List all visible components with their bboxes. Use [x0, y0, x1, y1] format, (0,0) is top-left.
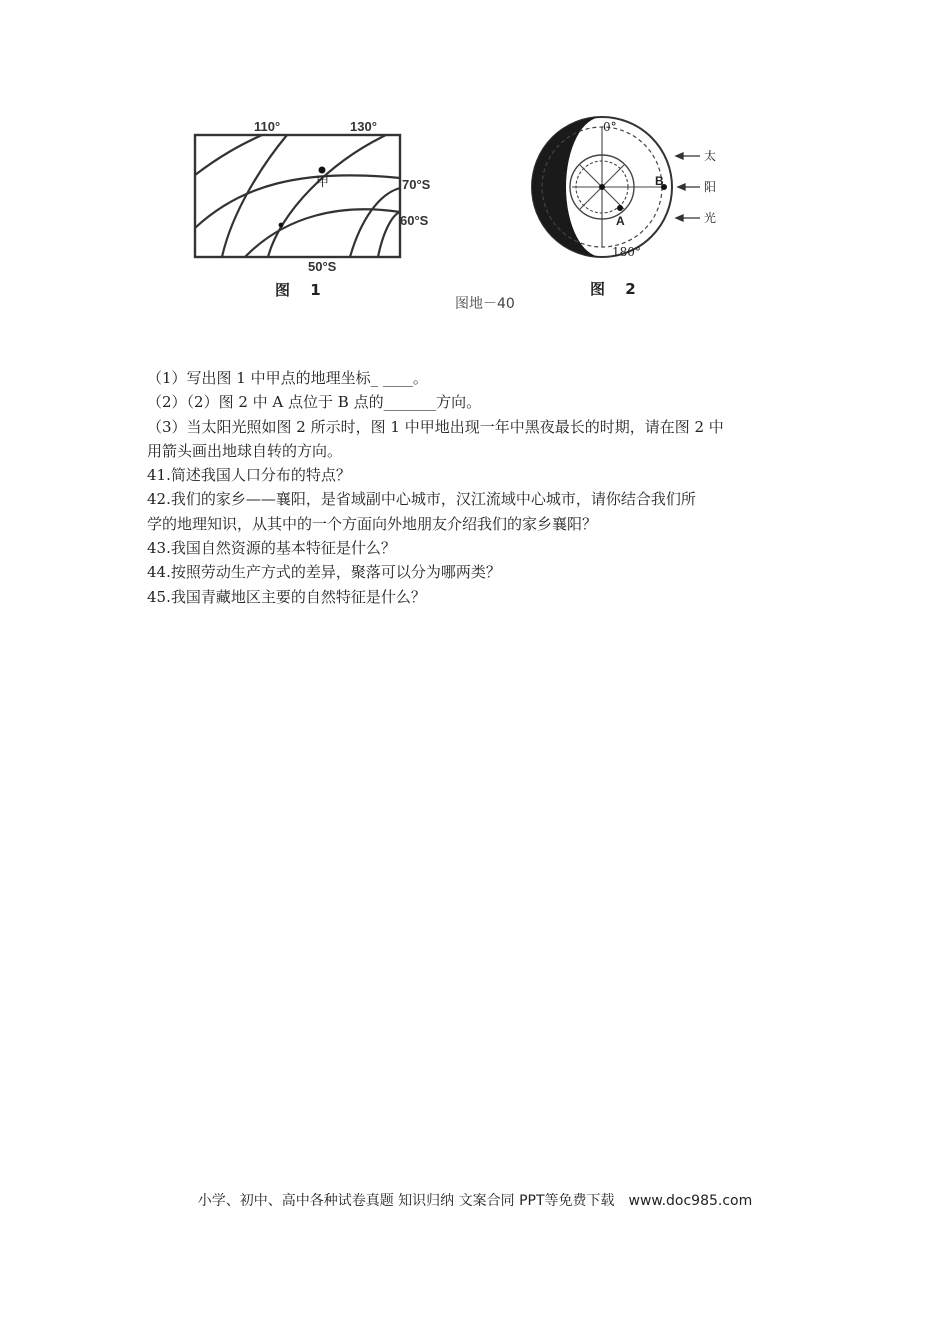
question-line: （1）写出图 1 中甲点的地理坐标_ ____。 — [147, 369, 428, 387]
question-list — [147, 366, 807, 609]
question-line: 45.我国青藏地区主要的自然特征是什么？ — [147, 587, 426, 606]
lat-label-50s: 50°S — [308, 259, 337, 274]
meridian-180-label: 180° — [612, 245, 641, 259]
sun-label-guang: 光 — [704, 211, 717, 225]
question-line: （3）当太阳光照如图 2 所示时，图 1 中甲地出现一年中黑夜最长的时期，请在图 2 中 — [147, 417, 724, 436]
question-line: 44.按照劳动生产方式的差异，聚落可以分为哪两类？ — [147, 563, 501, 582]
point-a-label: A — [616, 214, 625, 228]
sunlight-arrows — [676, 153, 700, 221]
point-jia-label: 甲 — [316, 175, 330, 190]
question-line: 学的地理知识，从其中的一个方面向外地朋友介绍我们的家乡襄阳？ — [147, 514, 598, 533]
sun-label-tai: 太 — [704, 149, 717, 163]
grid-marker — [279, 223, 284, 228]
lon-label-110: 110° — [254, 119, 281, 134]
figure-2-globe — [532, 117, 672, 257]
lon-label-130: 130° — [350, 119, 377, 134]
point-b-label: B — [655, 174, 664, 188]
lat-label-60s: 60°S — [400, 213, 429, 228]
page-footer: 小学、初中、高中各种试卷真题 知识归纳 文案合同 PPT等免费下载 www.doc985.com — [197, 1193, 753, 1209]
figure-2-caption: 图 2 — [590, 280, 636, 298]
meridian-0-label: 0° — [603, 120, 617, 134]
question-line: 43.我国自然资源的基本特征是什么？ — [147, 539, 396, 558]
figure-area — [0, 0, 950, 330]
point-a-marker — [617, 205, 623, 211]
sun-label-yang: 阳 — [704, 180, 717, 194]
figure-1-grid-map — [195, 135, 400, 257]
question-line: 42.我们的家乡——襄阳，是省域副中心城市，汉江流域中心城市，请你结合我们所 — [147, 490, 696, 509]
question-line: 41.简述我国人口分布的特点？ — [147, 466, 351, 485]
question-line: （2）（2）图 2 中 A 点位于 B 点的_______方向。 — [147, 393, 482, 412]
figure-group-caption: 图地－40 — [455, 296, 515, 312]
figure-1-caption: 图 1 — [275, 281, 321, 299]
point-jia-marker — [319, 167, 326, 174]
lat-label-70s: 70°S — [402, 177, 431, 192]
question-line: 用箭头画出地球自转的方向。 — [147, 441, 343, 460]
